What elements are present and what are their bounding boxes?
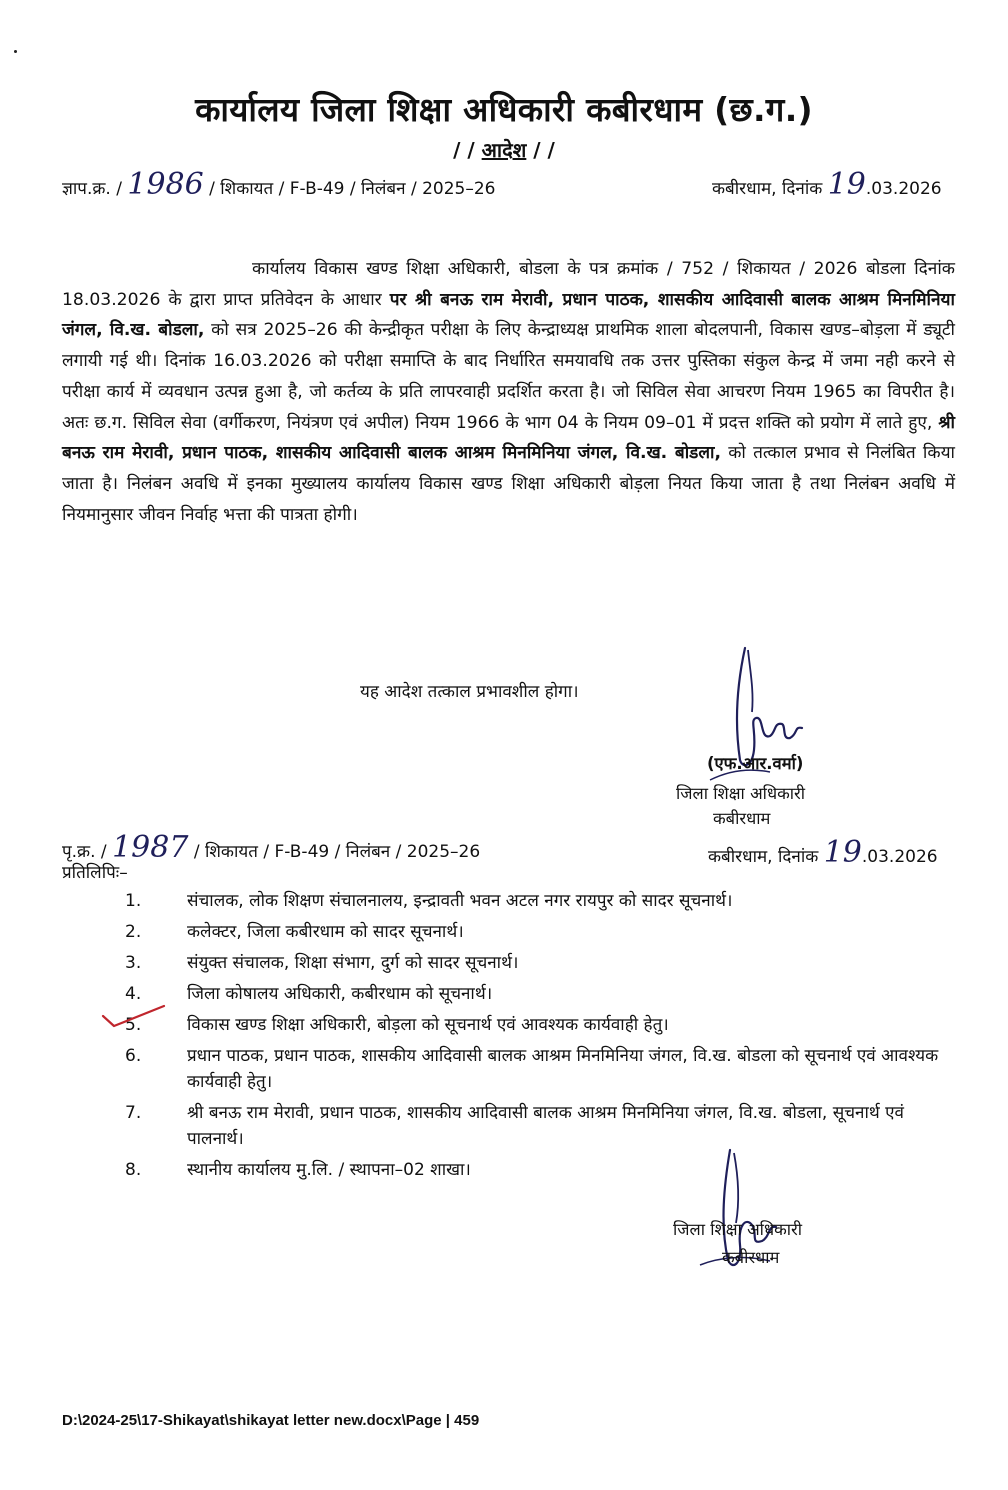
copy-date-suffix: .03.2026	[861, 847, 938, 867]
copy-place-date	[708, 835, 938, 870]
list-item	[95, 1012, 965, 1038]
list-item-text: विकास खण्ड शिक्षा अधिकारी, बोड़ला को सूचनार्थ एवं आवश्यक कार्यवाही हेतु।	[187, 1015, 669, 1035]
list-item	[95, 888, 965, 914]
list-item-number: 8.	[125, 1160, 142, 1180]
list-item-text: स्थानीय कार्यालय मु.लि. / स्थापना–02 शाखा।	[187, 1160, 471, 1180]
list-item-text: प्रधान पाठक, प्रधान पाठक, शासकीय आदिवासी बालक आश्रम मिनमिनिया जंगल, वि.ख. बोडला को सूचनार्थ एवं आवश्यक कार्यवाही हेतु।	[187, 1046, 939, 1092]
list-item-number: 5.	[125, 1015, 142, 1035]
list-item-text: संयुक्त संचालक, शिक्षा संभाग, दुर्ग को सादर सूचनार्थ।	[187, 953, 519, 973]
list-item	[95, 981, 965, 1007]
order-heading	[0, 136, 1008, 163]
list-item-text: संचालक, लोक शिक्षण संचालनालय, इन्द्रावती भवन अटल नगर रायपुर को सादर सूचनार्थ।	[187, 891, 733, 911]
document-file-path: D:\2024-25\17-Shikayat\shikayat letter new.docx\Page | 459	[62, 1412, 480, 1429]
memo-day-handwritten: 19	[827, 167, 866, 202]
list-item-number: 3.	[125, 953, 142, 973]
list-item-number: 4.	[125, 984, 142, 1004]
list-item-text: श्री बनऊ राम मेरावी, प्रधान पाठक, शासकीय आदिवासी बालक आश्रम मिनमिनिया जंगल, वि.ख. बोडला, सूचनार्थ एवं पालनार्थ।	[187, 1103, 904, 1149]
list-item	[95, 919, 965, 945]
list-item-text: जिला कोषालय अधिकारी, कबीरधाम को सूचनार्थ।	[187, 984, 493, 1004]
copy-day-handwritten: 19	[823, 835, 862, 870]
copy-recipient-list	[95, 888, 965, 1188]
list-item-number: 1.	[125, 891, 142, 911]
copy-ref-suffix: / शिकायत / F-B-49 / निलंबन / 2025–26	[193, 842, 481, 862]
body-part-c: को सत्र 2025–26 की केन्द्रीकृत परीक्षा के लिए केन्द्राध्यक्ष प्राथमिक शाला बोदलपानी, विकास खण्ड–बोड़ला में ड्यूटी लगायी गई थी। दिनांक 16.03.2026 को परीक्षा समाप्ति के बाद निर्धारित समयावधि तक उत्तर पुस्तिका संकुल केन्द्र में जमा नही करने से परीक्षा कार्य में व्यवधान उत्पन्न हुआ है, जो कर्तव्य के प्रति लापरवाही प्रदर्शित करता है। जो सिविल सेवा आचरण नियम 1965 का विपरीत है। अतः छ.ग. सिविल सेवा (वर्गीकरण, नियंत्रण एवं अपील) नियम 1966 के भाग 04 के नियम 09–01 में प्रदत्त शक्ति को प्रयोग में लाते हुए,	[62, 320, 955, 433]
order-suffix: / /	[526, 138, 555, 162]
copy-number-handwritten: 1987	[112, 830, 189, 865]
copy-reference	[62, 830, 481, 865]
memo-ref-prefix: ज्ञाप.क्र. /	[62, 179, 122, 199]
list-item-number: 7.	[125, 1103, 142, 1123]
copy-to-label: प्रतिलिपिः–	[62, 863, 128, 883]
copy-place-date-prefix: कबीरधाम, दिनांक	[708, 847, 819, 867]
order-closing: यह आदेश तत्काल प्रभावशील होगा।	[360, 682, 579, 702]
order-label: आदेश	[481, 138, 527, 162]
office-title: कार्यालय जिला शिक्षा अधिकारी कबीरधाम (छ.ग.)	[195, 90, 813, 129]
signatory-name: (एफ.आर.वर्मा)	[707, 754, 804, 773]
list-item	[95, 1043, 965, 1095]
memo-number-handwritten: 1986	[127, 167, 204, 202]
memo-place-date	[712, 167, 942, 202]
list-item-number: 6.	[125, 1046, 142, 1066]
order-body	[62, 254, 955, 530]
stray-dot	[14, 50, 17, 53]
signatory-2-place: कबीरधाम	[722, 1248, 780, 1267]
memo-date-suffix: .03.2026	[865, 179, 942, 199]
body-part-e: को तत्काल प्रभाव से निलंबित किया जाता है। निलंबन अवधि में इनका मुख्यालय कार्यालय विकास खण्ड शिक्षा अधिकारी बोड़ला नियत किया जाता है तथा निलंबन अवधि में नियमानुसार जीवन निर्वाह भत्ता की पात्रता होगी।	[62, 443, 955, 525]
list-item	[95, 950, 965, 976]
order-prefix: / /	[453, 138, 482, 162]
list-item-text: कलेक्टर, जिला कबीरधाम को सादर सूचनार्थ।	[187, 922, 464, 942]
body-part-a: कार्यालय विकास खण्ड शिक्षा अधिकारी, बोडला के पत्र क्रमांक / 752 / शिकायत / 2026 बोडला दिनांक 18.03.2026 के द्वारा प्राप्त प्रतिवेदन के आधार	[62, 259, 955, 310]
memo-ref-suffix: / शिकायत / F-B-49 / निलंबन / 2025–26	[209, 179, 496, 199]
list-item-number: 2.	[125, 922, 142, 942]
signatory-2-designation: जिला शिक्षा अधिकारी	[673, 1220, 803, 1239]
memo-place-date-prefix: कबीरधाम, दिनांक	[712, 179, 823, 199]
body-employee-name-2: श्री बनऊ राम मेरावी, प्रधान पाठक, शासकीय आदिवासी बालक आश्रम मिनमिनिया जंगल, वि.ख. बोडला,	[62, 412, 956, 464]
copy-ref-prefix: पृ.क्र. /	[62, 842, 107, 862]
signatory-designation: जिला शिक्षा अधिकारी	[676, 784, 806, 803]
signatory-place: कबीरधाम	[713, 809, 771, 828]
memo-reference	[62, 167, 496, 202]
body-employee-name-1: पर श्री बनऊ राम मेरावी, प्रधान पाठक, शासकीय आदिवासी बालक आश्रम मिनमिनिया जंगल, वि.ख. बोडला,	[62, 289, 955, 341]
red-checkmark	[100, 1002, 170, 1030]
